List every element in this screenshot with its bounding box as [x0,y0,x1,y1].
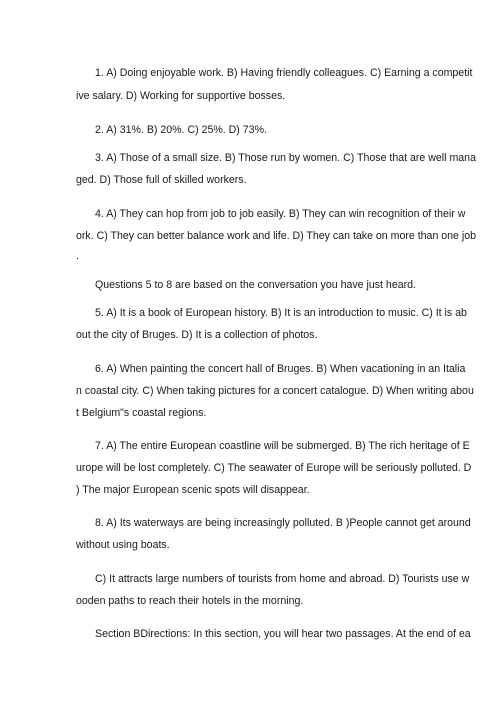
q4-line-1: 4. A) They can hop from job to job easily. B) They can win recognition of their w [95,208,466,220]
q5-line-2: out the city of Bruges. D) It is a collection of photos. [76,329,318,341]
q8-line-1: 8. A) Its waterways are being increasingly polluted. B )People cannot get around [95,517,471,529]
q8-line-3: C) It attracts large numbers of tourists from home and abroad. D) Tourists use w [95,573,470,585]
q4-line-3: . [76,250,79,262]
q6-line-1: 6. A) When painting the concert hall of Bruges. B) When vacationing in an Italia [95,363,466,375]
q1-line-1: 1. A) Doing enjoyable work. B) Having friendly colleagues. C) Earning a competit [95,67,473,79]
section-b-directions: Section BDirections: In this section, you will hear two passages. At the end of ea [95,628,471,640]
q4-line-2: ork. C) They can better balance work and life. D) They can take on more than one job [76,230,477,242]
q3-line-2: ged. D) Those full of skilled workers. [76,174,247,186]
section-instruction: Questions 5 to 8 are based on the conversation you have just heard. [95,279,416,291]
q6-line-2: n coastal city. C) When taking pictures for a concert catalogue. D) When writing abou [76,385,474,397]
q8-line-4: ooden paths to reach their hotels in the morning. [76,595,304,607]
q6-line-3: t Belgium"s coastal regions. [76,407,207,419]
q2-line-1: 2. A) 31%. B) 20%. C) 25%. D) 73%. [95,124,267,136]
q3-line-1: 3. A) Those of a small size. B) Those run by women. C) Those that are well mana [95,152,476,164]
q7-line-2: urope will be lost completely. C) The seawater of Europe will be seriously polluted. D [76,462,472,474]
q8-line-2: without using boats. [76,539,170,551]
q5-line-1: 5. A) It is a book of European history. B) It is an introduction to music. C) It is ab [95,307,467,319]
q1-line-2: ive salary. D) Working for supportive bosses. [76,90,286,102]
q7-line-3: ) The major European scenic spots will disappear. [76,484,310,496]
q7-line-1: 7. A) The entire European coastline will be submerged. B) The rich heritage of E [95,440,470,452]
